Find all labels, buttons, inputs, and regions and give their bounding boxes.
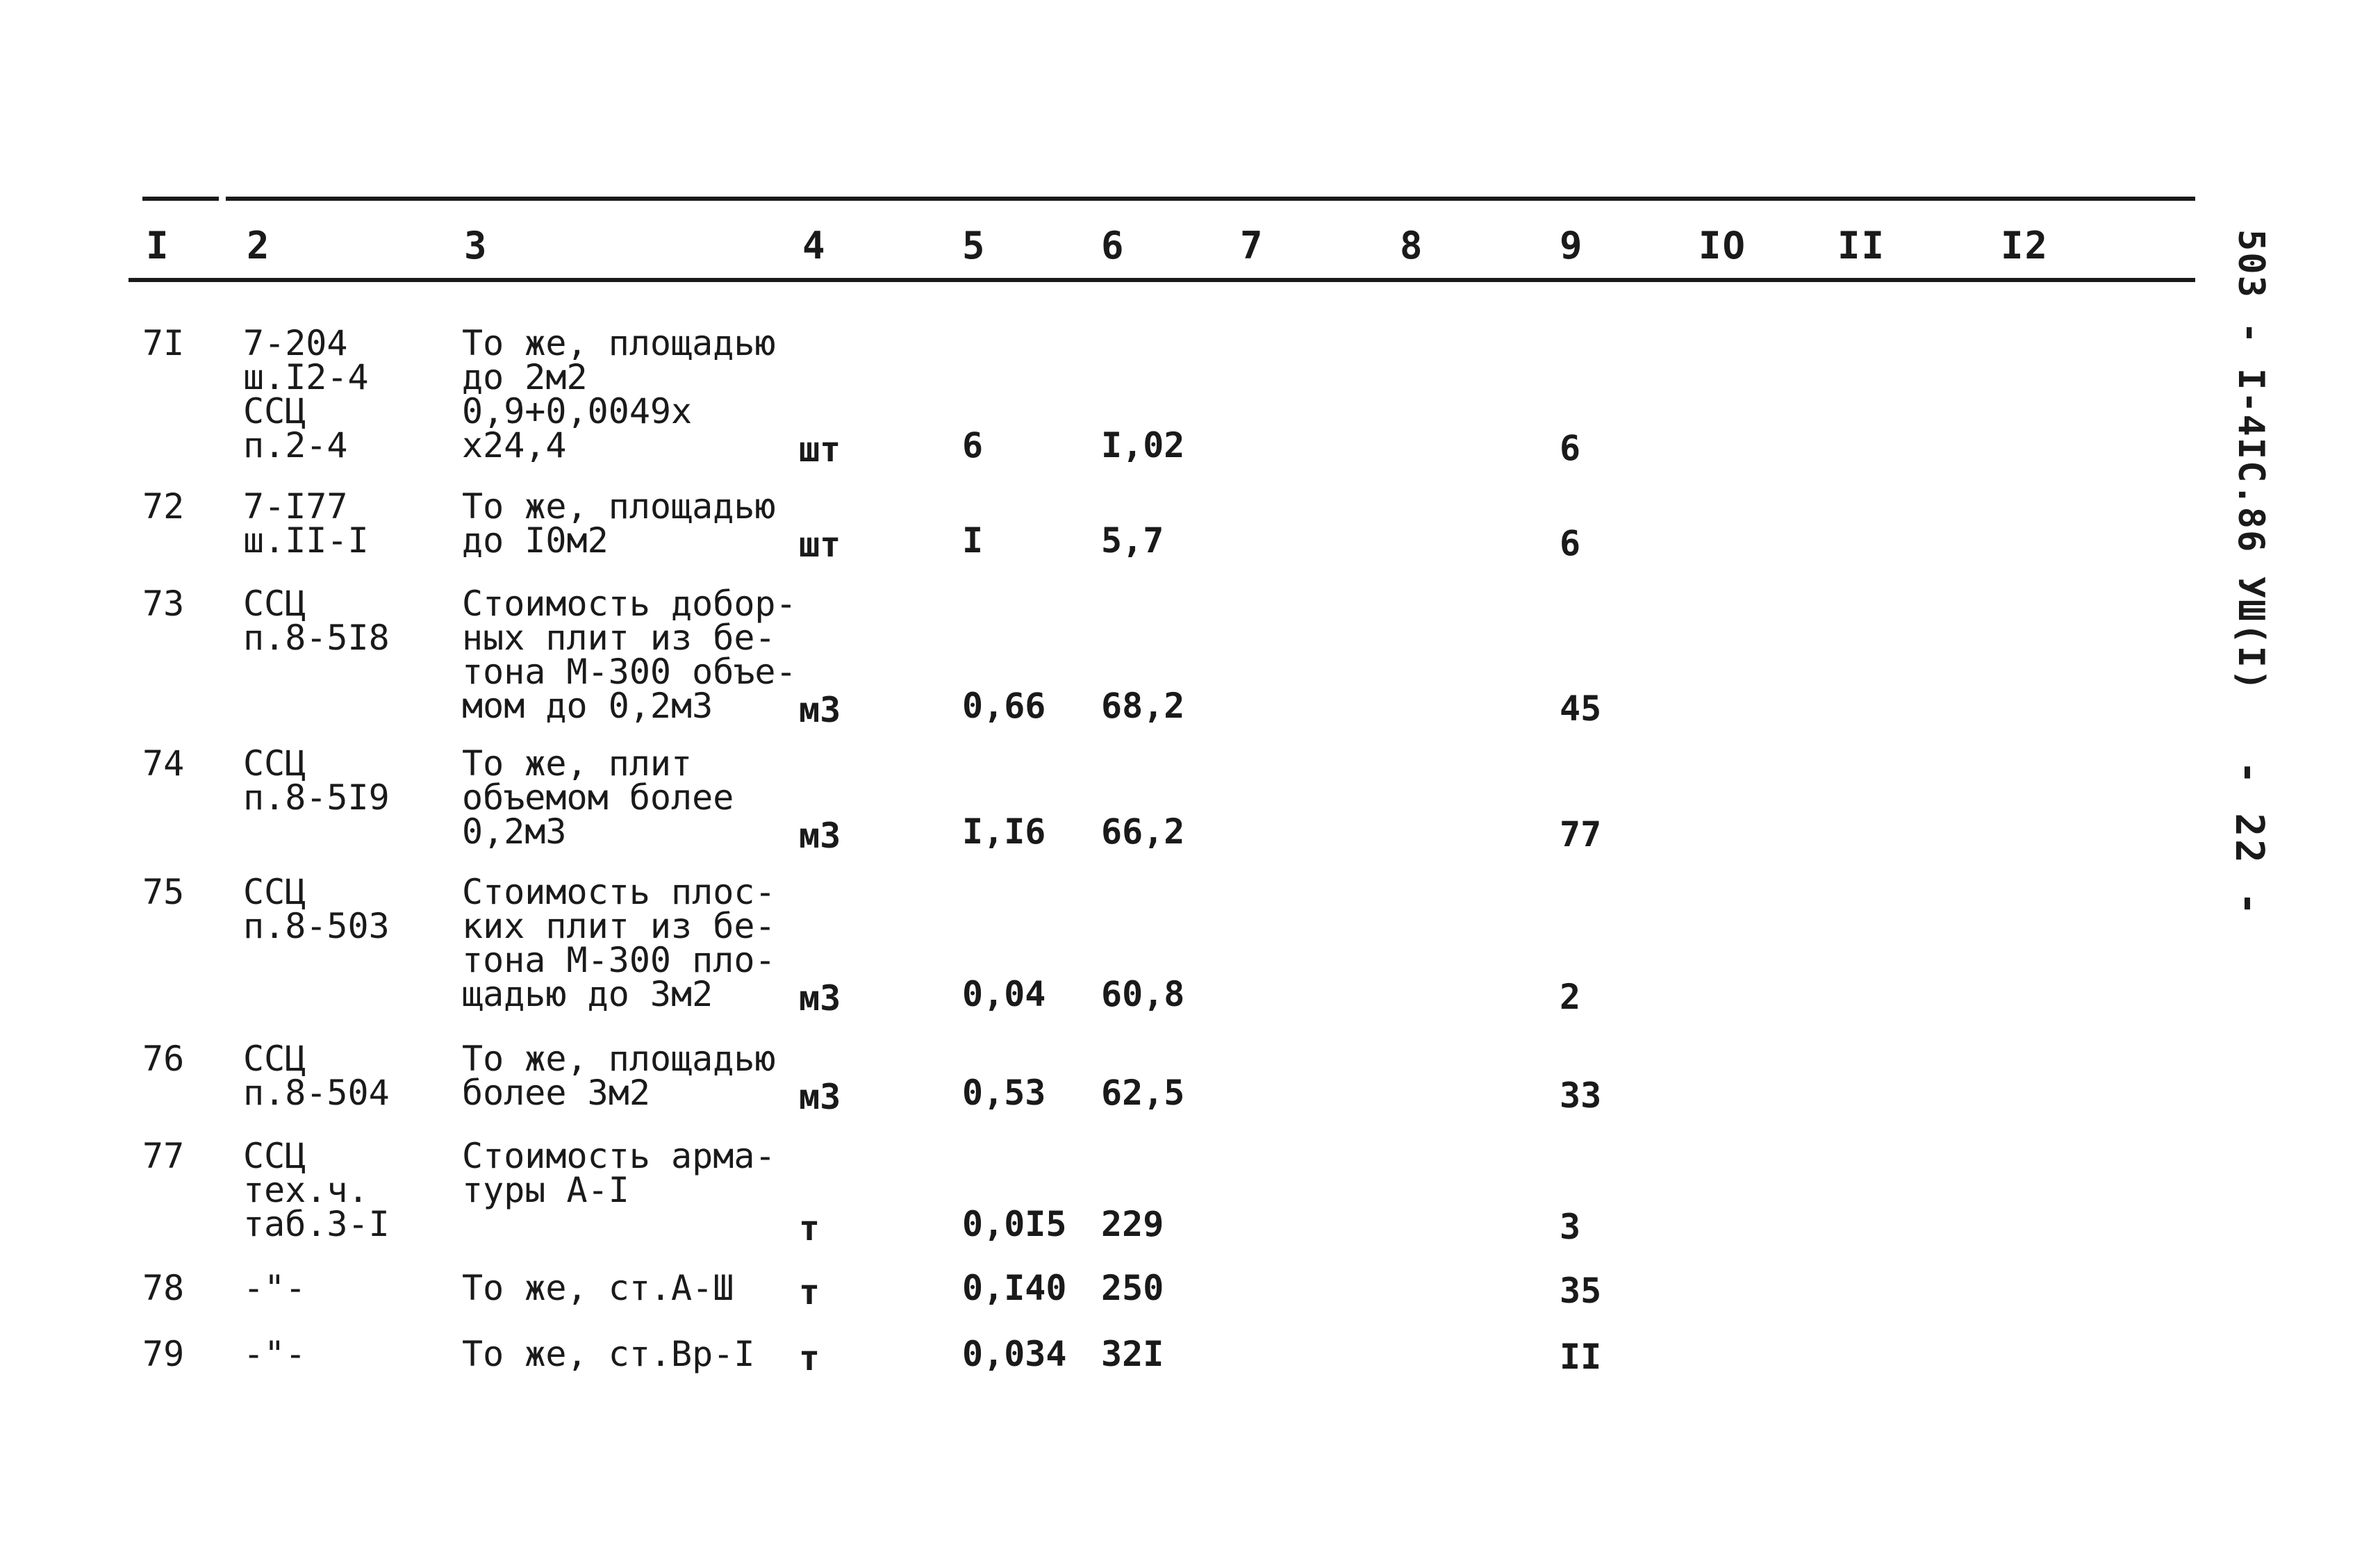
row-description-line: щадью до 3м2 <box>462 974 713 1014</box>
row-description-line: То же, площадью <box>462 486 776 527</box>
column-header-10: IO <box>1699 224 1747 267</box>
row-unit-price: 229 <box>1101 1204 1164 1244</box>
row-unit-price: 5,7 <box>1101 520 1164 561</box>
column-header-5: 5 <box>962 224 986 267</box>
row-quantity: I,I6 <box>962 811 1046 852</box>
row-unit: т <box>799 1208 820 1248</box>
top-rule-left <box>142 197 219 201</box>
row-description-line: 0,9+0,0049х <box>462 391 693 431</box>
row-total: 77 <box>1560 814 1602 855</box>
row-description-line: То же, ст.А-Ш <box>462 1268 734 1308</box>
row-code-line: п.8-5I9 <box>243 777 390 818</box>
row-description-line: тона М-300 объе- <box>462 652 797 692</box>
row-code-line: п.2-4 <box>243 425 348 465</box>
row-code-line: ССЦ <box>243 743 306 784</box>
row-number: 73 <box>142 584 185 624</box>
row-unit: т <box>799 1338 820 1378</box>
row-description-line: более 3м2 <box>462 1073 650 1113</box>
column-header-2: 2 <box>247 224 271 267</box>
row-code-line: таб.3-I <box>243 1204 390 1244</box>
row-total: 6 <box>1560 523 1581 563</box>
column-header-3: 3 <box>464 224 488 267</box>
top-rule <box>226 197 2195 201</box>
row-quantity: 0,I40 <box>962 1268 1067 1308</box>
row-code-line: -"- <box>243 1268 306 1308</box>
row-number: 74 <box>142 743 185 784</box>
column-header-1: I <box>146 224 170 267</box>
row-code-line: ССЦ <box>243 391 306 431</box>
row-quantity: 0,04 <box>962 974 1046 1014</box>
row-description-line: То же, ст.Вр-I <box>462 1334 755 1374</box>
row-code-line: ССЦ <box>243 872 306 912</box>
row-quantity: 6 <box>962 425 984 465</box>
column-header-9: 9 <box>1560 224 1584 267</box>
row-number: 78 <box>142 1268 185 1308</box>
row-description-line: То же, площадью <box>462 323 776 363</box>
row-total: 3 <box>1560 1207 1581 1247</box>
row-description-line: туры А-I <box>462 1170 629 1210</box>
row-quantity: I <box>962 520 984 561</box>
row-code-line: тех.ч. <box>243 1170 369 1210</box>
row-description-line: Стоимость добор- <box>462 584 797 624</box>
row-description-line: тона М-300 пло- <box>462 940 776 980</box>
row-unit: м3 <box>799 1077 841 1117</box>
page-number: - 22 - <box>2226 761 2272 918</box>
row-code-line: ССЦ <box>243 1136 306 1176</box>
row-code-line: 7-I77 <box>243 486 348 527</box>
row-code-line: ш.II-I <box>243 520 369 561</box>
row-total: 35 <box>1560 1271 1602 1311</box>
row-code-line: -"- <box>243 1334 306 1374</box>
row-number: 7I <box>142 323 185 363</box>
column-header-6: 6 <box>1101 224 1125 267</box>
row-unit: т <box>799 1272 820 1312</box>
row-number: 75 <box>142 872 185 912</box>
row-quantity: 0,66 <box>962 686 1046 726</box>
row-unit-price: 68,2 <box>1101 686 1185 726</box>
row-description-line: ных плит из бе- <box>462 618 776 658</box>
row-description-line: объемом более <box>462 777 734 818</box>
row-unit-price: 66,2 <box>1101 811 1185 852</box>
row-description-line: 0,2м3 <box>462 811 567 852</box>
row-description-line: до I0м2 <box>462 520 609 561</box>
row-code-line: ССЦ <box>243 584 306 624</box>
row-unit-price: I,02 <box>1101 425 1185 465</box>
row-description-line: Стоимость арма- <box>462 1136 776 1176</box>
row-code-line: ш.I2-4 <box>243 357 369 397</box>
document-code: 503 - I-4IC.86 УШ(I) <box>2230 229 2272 693</box>
row-description-line: до 2м2 <box>462 357 588 397</box>
row-code-line: п.8-504 <box>243 1073 390 1113</box>
row-total: 45 <box>1560 688 1602 729</box>
row-unit-price: 32I <box>1101 1334 1164 1374</box>
column-header-7: 7 <box>1240 224 1264 267</box>
row-description-line: То же, плит <box>462 743 693 784</box>
column-header-12: I2 <box>2001 224 2049 267</box>
row-total: II <box>1560 1337 1602 1377</box>
row-number: 77 <box>142 1136 185 1176</box>
row-number: 72 <box>142 486 185 527</box>
row-description-line: х24,4 <box>462 425 567 465</box>
row-description-line: Стоимость плос- <box>462 872 776 912</box>
row-code-line: п.8-503 <box>243 906 390 946</box>
row-description-line: То же, площадью <box>462 1039 776 1079</box>
row-unit: м3 <box>799 978 841 1018</box>
row-number: 76 <box>142 1039 185 1079</box>
row-description-line: ких плит из бе- <box>462 906 776 946</box>
row-total: 6 <box>1560 428 1581 468</box>
row-quantity: 0,0I5 <box>962 1204 1067 1244</box>
row-unit: м3 <box>799 690 841 730</box>
header-underline <box>129 278 2195 282</box>
row-unit-price: 60,8 <box>1101 974 1185 1014</box>
row-description-line: мом до 0,2м3 <box>462 686 713 726</box>
row-total: 2 <box>1560 977 1581 1017</box>
row-unit: шт <box>799 525 841 565</box>
row-quantity: 0,53 <box>962 1073 1046 1113</box>
row-total: 33 <box>1560 1075 1602 1116</box>
column-header-8: 8 <box>1400 224 1424 267</box>
row-quantity: 0,034 <box>962 1334 1067 1374</box>
row-number: 79 <box>142 1334 185 1374</box>
column-header-11: II <box>1837 224 1886 267</box>
row-code-line: 7-204 <box>243 323 348 363</box>
row-code-line: ССЦ <box>243 1039 306 1079</box>
row-unit-price: 250 <box>1101 1268 1164 1308</box>
row-unit: м3 <box>799 816 841 856</box>
row-code-line: п.8-5I8 <box>243 618 390 658</box>
column-header-4: 4 <box>802 224 827 267</box>
row-unit-price: 62,5 <box>1101 1073 1185 1113</box>
row-unit: шт <box>799 429 841 470</box>
